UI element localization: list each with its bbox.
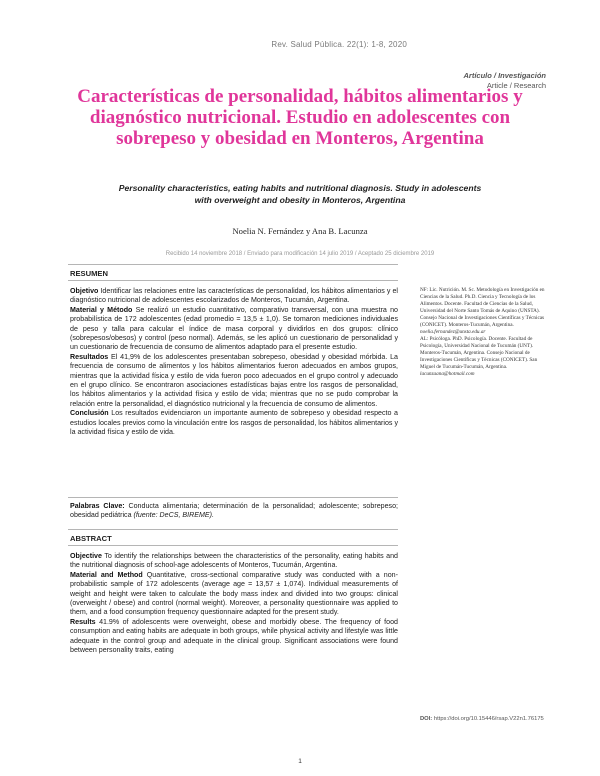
paragraph-text: El 41,9% de los adolescentes presentaban sobrepeso, obesidad y obesidad mórbida. La frecuencia de consumo de alimentos y los hábitos alimentarios fueron adecuados en ambos grupos, mientras que la actividad física y estilo de vida fueron poco adecuados en el grupo control y adecuado en el grupo clínico. Se encontraron asociaciones estadísticas bajas entre los rasgos de personalidad, los hábitos alimentarios y la actividad física y estilo de vida; mientras que no se pudo comprobar la relación entre la personalidad, el diagnóstico nutricional y la frecuencia de consumo de alimentos. bbox=[70, 352, 398, 408]
submission-dates: Recibido 14 noviembre 2018 / Enviado para modificación 14 julio 2019 / Aceptado 25 diciembre 2019 bbox=[165, 251, 435, 257]
doi-link[interactable]: https://doi.org/10.15446/rsap.V22n1.76175 bbox=[433, 716, 544, 722]
keywords-label: Palabras Clave: bbox=[70, 502, 125, 510]
divider bbox=[68, 529, 398, 530]
paragraph-label: Resultados bbox=[70, 352, 109, 361]
doi-label: DOI: bbox=[420, 716, 433, 722]
journal-reference: Rev. Salud Pública. 22(1): 1-8, 2020 bbox=[271, 40, 407, 49]
resumen-heading: RESUMEN bbox=[70, 269, 108, 278]
divider bbox=[68, 280, 398, 281]
abstract-paragraph bbox=[70, 552, 398, 571]
divider bbox=[68, 545, 398, 546]
resumen-paragraph bbox=[70, 353, 398, 409]
keywords bbox=[70, 502, 398, 521]
paragraph-label: Objective bbox=[70, 552, 102, 560]
paragraph-label: Material y Método bbox=[70, 305, 133, 314]
paragraph-text: Identificar las relaciones entre las características de personalidad, los hábitos alimentarios y el diagnóstico nutricional de adolescentes escolarizados de Monteros, Tucumán, Argentina. bbox=[70, 287, 398, 305]
page-number: 1 bbox=[298, 758, 302, 765]
author1-affiliation: NF: Lic. Nutrición. M. Sc. Metodología en Investigación en Ciencias de la Salud. Ph.D. Ciencia y Tecnología de los Alimentos. Docente. Facultad de Ciencias de la Salud, Universidad del Norte Santo Tomás de Aquino (UNSTA). Consejo Nacional de Investigaciones Científicas y Técnicas (CONICET). Monteros-Tucumán, Argentina. bbox=[420, 287, 545, 328]
paper-subtitle: Personality characteristics, eating habits and nutritional diagnosis. Study in adolescents with overweight and obesity in Monteros, Argentina bbox=[118, 183, 482, 205]
divider bbox=[68, 264, 398, 265]
paragraph-label: Objetivo bbox=[70, 287, 99, 295]
authors: Noelia N. Fernández y Ana B. Lacunza bbox=[232, 226, 368, 236]
author2-email[interactable]: lacunzaana@hotmail.com bbox=[420, 371, 475, 377]
article-type-es: Artículo / Investigación bbox=[463, 71, 546, 80]
keywords-text: Conducta alimentaria; determinación de la personalidad; adolescente; sobrepeso; obesidad pediátrica bbox=[70, 502, 398, 520]
resumen-paragraph bbox=[70, 409, 398, 437]
paragraph-text: 41.9% of adolescents were overweight, obese and morbidly obese. The frequency of food consumption and eating habits are adequate in both groups, while physical activity and lifestyle was little adequate in the control group and adequate in the clinical group. Significant associations were found between personality traits, eating bbox=[70, 617, 398, 655]
abstract-paragraph bbox=[70, 571, 398, 618]
paragraph-text: Quantitative, cross-sectional comparative study was conducted with a non-probabilistic sample of 172 adolescents (average age = 13,57 ± 1,074). Individual measurements of weight and height were taken to calculate the body mass index and divided into two groups: clinical (overweight / obese) and control (normal weight). Moreover, a personality questionnaire was applied to them, and a food consumption frequency questionnaire adapted for the present study. bbox=[70, 570, 398, 617]
paragraph-text: Los resultados evidenciaron un importante aumento de sobrepeso y obesidad respecto a estudios locales previos como la vinculación entre los rasgos de personalidad, los hábitos alimentarios y la actividad física y estilo de vida. bbox=[70, 409, 398, 437]
paragraph-text: To identify the relationships between the characteristics of the personality, eating habits and the nutritional diagnosis of school-age adolescents of Monteros, Tucumán, Argentina. bbox=[70, 552, 398, 570]
abstract-body bbox=[70, 552, 398, 655]
author-affiliations bbox=[420, 287, 552, 378]
paper-title: Características de personalidad, hábitos alimentarios y diagnóstico nutricional. Estudio en adolescentes con sobrepeso y obesidad en Monteros, Argentina bbox=[77, 86, 523, 149]
divider bbox=[68, 497, 398, 498]
paragraph-label: Material and Method bbox=[70, 570, 143, 579]
author2-affiliation: AL: Psicóloga. PhD. Psicología. Docente. Facultad de Psicología, Universidad Nacional de Tucumán (UNT). Monteros-Tucumán, Argentina. Consejo Nacional de Investigaciones Científicas y Técnicas (CONICET). San Miguel de Tucumán-Tucumán, Argentina. bbox=[420, 336, 538, 370]
author1-email[interactable]: noelia.fernandez@unsta.edu.ar bbox=[420, 329, 486, 335]
paragraph-label: Conclusión bbox=[70, 409, 109, 418]
resumen-paragraph bbox=[70, 287, 398, 306]
resumen-paragraph bbox=[70, 306, 398, 353]
abstract-paragraph bbox=[70, 618, 398, 656]
paragraph-text: Se realizó un estudio cuantitativo, comparativo transversal, con una muestra no probabilística de 172 adolescentes (edad promedio = 13,5 ± 1,0). Se tomaron mediciones individuales de peso y talla para calcular el índice de masa corporal y dividirlos en dos grupos: clínico (sobrepesos/obesos) y control (peso normal). Además, se les aplicó un cuestionario de personalidad y un cuestionario de frecuencia de consumo de alimentos adaptado para el presente estudio. bbox=[70, 305, 398, 352]
paragraph-label: Results bbox=[70, 617, 96, 626]
abstract-heading: ABSTRACT bbox=[70, 534, 112, 543]
article-type-en: Article / Research bbox=[486, 80, 546, 90]
resumen-body bbox=[70, 287, 398, 438]
doi bbox=[420, 716, 560, 722]
keywords-source: (fuente: DeCS, BIREME). bbox=[133, 511, 214, 520]
